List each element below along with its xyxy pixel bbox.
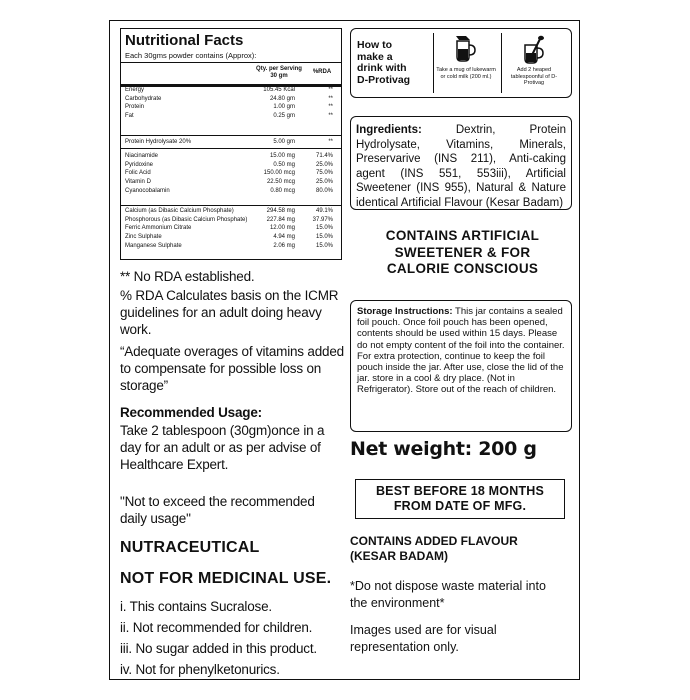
nutrient-name: Ferric Ammonium Citrate — [125, 225, 192, 232]
nutrient-qty: 294.58 mg — [266, 208, 295, 214]
nutrient-rda: 15.0% — [315, 234, 333, 241]
nutrient-qty: 22.50 mcg — [266, 179, 295, 186]
artificial-sweetener-notice: CONTAINS ARTIFICIAL SWEETENER & FOR CALORIE CONSCIOUS — [385, 228, 540, 276]
nutrient-name: Folic Acid — [125, 170, 151, 177]
nutrient-row — [125, 104, 337, 111]
storage-text: This jar contains a sealed foil pouch. Once foil pouch has been opened, contents should be used within 15 days. Please do not empty content of the foil into the container. For extra protection, continue to keep the foil pouch inside the jar. After use, close the lid of the jar. store in a cool & dry place. (Not in Refrigerator). Store out of the reach of children. — [357, 306, 565, 396]
nutrient-name: Niacinamide — [125, 153, 159, 159]
storage-instructions-box — [350, 300, 572, 432]
nutrition-facts-table — [120, 28, 342, 260]
nutrient-name: Fat — [125, 112, 134, 119]
nutrient-rda: 25.0% — [315, 179, 333, 186]
nutrient-row — [125, 179, 337, 186]
nutrient-name: Vitamin D — [125, 179, 151, 186]
nutrient-row — [125, 153, 337, 160]
step-1-caption: Take a mug of lukewarm or cold milk (200 ml.) — [436, 67, 496, 80]
nutrient-name: Calcium (as Dibasic Calcium Phosphate) — [125, 208, 234, 214]
nutrient-qty: 24.80 gm — [269, 95, 295, 102]
nutrition-subtitle: Each 30gms powder contains (Approx): — [125, 51, 257, 60]
ingredients-box — [350, 116, 572, 210]
step-1 — [433, 33, 498, 93]
nutrient-qty: 0.80 mcg — [270, 187, 295, 194]
divider — [121, 148, 341, 149]
nutrient-rda: ** — [328, 139, 333, 145]
ingredients-text: Dextrin, Protein Hydrolysate, Vitamins, Minerals, Preservarive (INS 211), Anti-caking agent (INS 551, 553iii), Artificial Sweetener (INS 955), Natural & Nature identical Artificial Flavour (Kesar Badam) — [356, 124, 566, 209]
usage-line-1: Take 2 tablespoon (30gm)once in a — [120, 423, 325, 438]
exceed-line-1: "Not to exceed the recommended — [120, 494, 315, 509]
dispose-line-1: *Do not dispose waste material into — [350, 579, 546, 593]
nutrient-rda: 25.0% — [315, 161, 333, 168]
nutrient-rda: 37.97% — [312, 216, 333, 223]
column-header-rda: %RDA — [312, 69, 332, 75]
nutrient-rda: 15.0% — [315, 242, 333, 249]
nutrient-name: Energy — [125, 87, 145, 93]
net-weight: Net weight: 200 g — [350, 438, 537, 460]
usage-title: Recommended Usage: — [120, 405, 262, 420]
how-to-text: How to make a drink with D-Protivag — [357, 39, 411, 86]
nutrient-rda: 49.1% — [315, 208, 333, 214]
nutrient-name: Manganese Sulphate — [125, 242, 182, 249]
nutrient-qty: 0.25 gm — [273, 112, 295, 119]
not-medicinal-heading: NOT FOR MEDICINAL USE. — [120, 570, 332, 587]
nutrient-qty: 150.00 mcg — [263, 170, 295, 177]
nutrient-rda: ** — [328, 112, 333, 119]
nutrient-row — [125, 113, 337, 120]
rda-basis-line-2: guidelines for an adult doing heavy — [120, 305, 322, 320]
nutrient-row — [125, 243, 337, 250]
nutrient-row — [125, 170, 337, 177]
nutrient-row — [125, 225, 337, 232]
storage-label: Storage Instructions: — [357, 306, 453, 317]
images-line-2: representation only. — [350, 640, 459, 654]
nutrient-qty: 1.00 gm — [273, 104, 295, 110]
nutrient-qty: 5.00 gm — [273, 139, 295, 145]
divider — [121, 135, 341, 136]
nutrient-qty: 227.84 mg — [266, 216, 295, 223]
best-before-box: BEST BEFORE 18 MONTHS FROM DATE OF MFG. — [355, 479, 565, 519]
nutrient-name: Cyanocobalamin — [125, 187, 170, 194]
nutrient-rda: 15.0% — [315, 225, 333, 232]
ingredients-label: Ingredients: — [356, 124, 422, 136]
note-item: i. This contains Sucralose. — [120, 599, 272, 614]
nutrient-qty: 12.00 mg — [269, 225, 295, 232]
nutrient-qty: 2.06 mg — [273, 242, 295, 249]
nutrient-name: Zinc Sulphate — [125, 234, 162, 241]
note-item: iv. Not for phenylketonurics. — [120, 662, 280, 677]
nutrient-row — [125, 139, 337, 146]
nutrient-row — [125, 87, 337, 94]
how-to-box — [350, 28, 572, 98]
nutrient-qty: 105.45 Kcal — [263, 87, 295, 93]
nutrient-rda: 75.0% — [315, 170, 333, 177]
nutrient-rda: 71.4% — [315, 153, 333, 159]
nutrient-rda: ** — [328, 104, 333, 110]
overages-line-2: to compensate for possible loss on — [120, 361, 322, 376]
nutrition-title: Nutritional Facts — [125, 32, 244, 49]
nutrient-row — [125, 188, 337, 195]
images-line-1: Images used are for visual — [350, 623, 497, 637]
column-header-qty: Qty. per Serving 30 gm — [256, 66, 302, 79]
mug-pour-icon — [454, 35, 478, 65]
nutrient-qty: 4.94 mg — [273, 234, 295, 241]
overages-line-1: “Adequate overages of vitamins added — [120, 344, 344, 359]
nutrient-name: Protein — [125, 104, 145, 110]
nutrient-name: Protein Hydrolysate 20% — [125, 139, 192, 145]
no-rda-note: ** No RDA established. — [120, 269, 255, 284]
nutraceutical-heading: NUTRACEUTICAL — [120, 539, 260, 556]
divider — [121, 205, 341, 206]
step-2-caption: Add 2 heaped tablespoonful of D-Protivag — [510, 67, 558, 86]
added-flavour-notice: CONTAINS ADDED FLAVOUR (KESAR BADAM) — [350, 534, 518, 563]
nutrient-row — [125, 96, 337, 103]
nutrient-rda: 80.0% — [315, 187, 333, 194]
exceed-line-2: daily usage" — [120, 511, 191, 526]
nutrient-qty: 15.00 mg — [269, 153, 295, 159]
nutrient-qty: 0.50 mg — [273, 161, 295, 168]
note-item: ii. Not recommended for children. — [120, 620, 313, 635]
usage-line-3: Healthcare Expert. — [120, 457, 229, 472]
nutrient-name: Phosphorous (as Dibasic Calcium Phosphate) — [125, 216, 248, 223]
nutrient-name: Carbohydrate — [125, 95, 162, 102]
note-item: iii. No sugar added in this product. — [120, 641, 317, 656]
divider — [121, 62, 341, 63]
dispose-line-2: the environment* — [350, 596, 445, 610]
nutrient-row — [125, 208, 337, 215]
step-2 — [501, 33, 566, 93]
usage-line-2: day for an adult or as per advise of — [120, 440, 321, 455]
nutrient-row — [125, 234, 337, 241]
nutrient-rda: ** — [328, 95, 333, 102]
spoon-mug-icon — [522, 35, 546, 65]
overages-line-3: storage” — [120, 378, 168, 393]
rda-basis-line-1: % RDA Calculates basis on the ICMR — [120, 288, 339, 303]
rda-basis-line-3: work. — [120, 322, 152, 337]
nutrient-row — [125, 162, 337, 169]
nutrient-row — [125, 217, 337, 224]
nutrient-name: Pyridoxine — [125, 161, 154, 168]
nutrient-rda: ** — [328, 87, 333, 93]
